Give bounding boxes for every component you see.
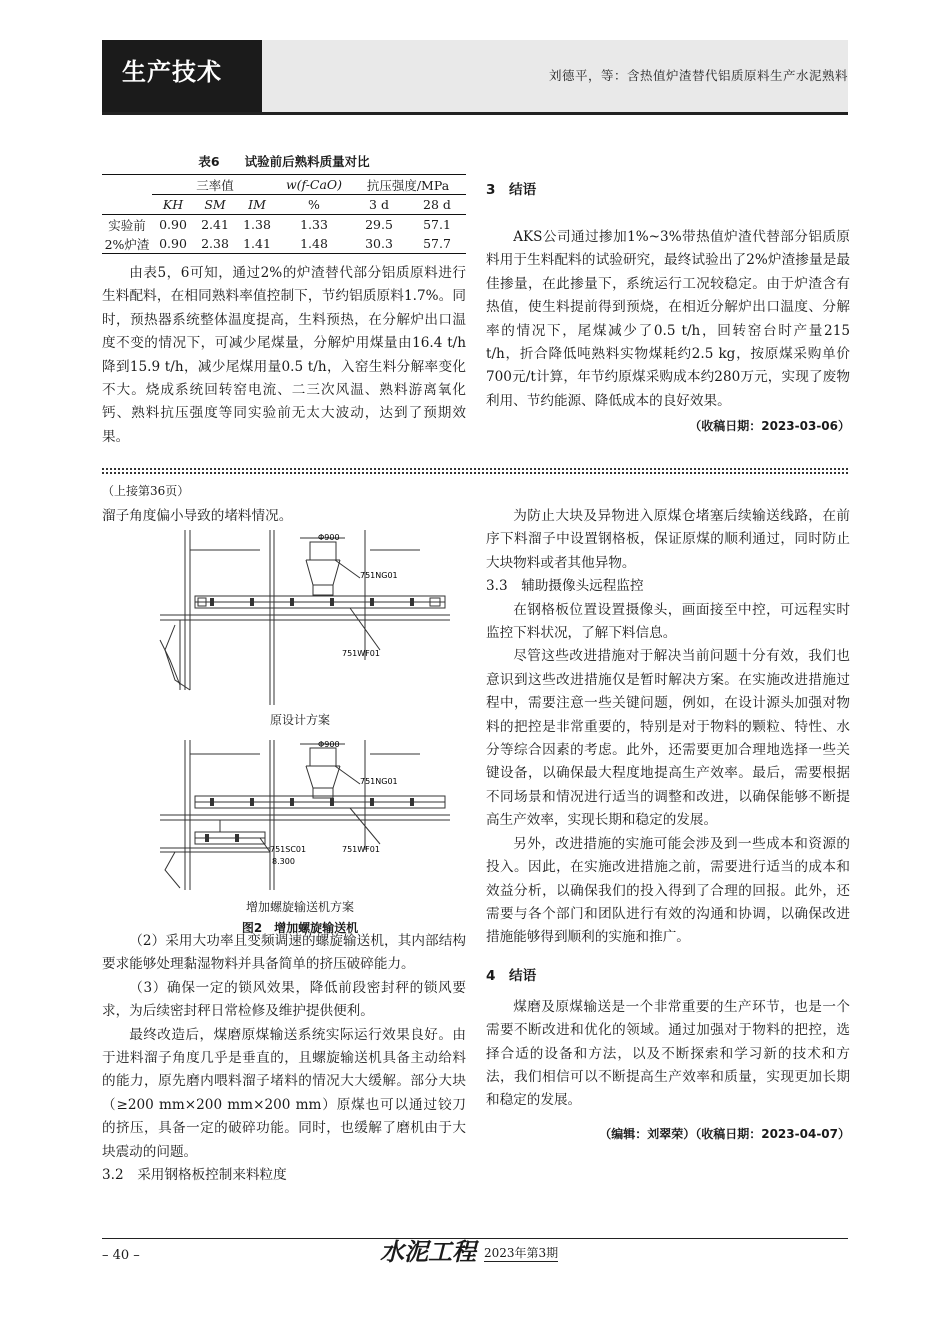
- tag-sc: 751SC01: [270, 845, 307, 854]
- left-bottom-text: [102, 930, 466, 1187]
- section-title: 生产技术: [122, 58, 222, 86]
- row-label: 实验前: [108, 217, 146, 233]
- body-paragraph: 尽管这些改进措施对于解决当前问题十分有效，我们也意识到这些改进措施仅是暂时解决方案。在实施改进措施过程中，需要注意一些关键问题，例如，在设计源头加强对物料的把控是非常重要的，特别是对于物料的颗粒、特性、水分等综合因素的考虑。此外，还需要更加合理地选择一些关键设备，以确保最大程度地提高生产效率。最后，需要根据不同场景和情况进行适当的调整和改进，以确保能够不断提高生产效率，实现长期和稳定的发展。: [486, 648, 850, 829]
- section-heading: 4 结语: [486, 967, 537, 984]
- tag-d900: Φ900: [318, 533, 340, 542]
- row-label: 2%炉渣: [104, 236, 150, 252]
- table-6: [102, 174, 466, 254]
- tag-elev: 8.300: [272, 857, 295, 866]
- body-paragraph: AKS公司通过掺加1%~3%带热值炉渣代替部分铝质原料用于生料配料的试验研究，最终试验出了2%炉渣掺量是最佳掺量，在此掺量下，系统运行工况较稳定。由于炉渣含有热值，使生料提前得到预烧，在相近分解炉出口温度、分解率的情况下，尾煤减少了0.5 t/h，回转窑台时产量215 t/h，折合降低吨熟料实物煤耗约2.5 kg，按原煤采购单价700元/t计算，年节约原煤采购成本约280万元，实现了废物利用、节约能源、降低成本的良好效果。: [486, 229, 850, 409]
- left-bottom-column: [102, 505, 466, 528]
- group-header-ratio: 三率值: [152, 175, 278, 195]
- col-kh: KH: [152, 195, 194, 215]
- section-heading: 3 结语: [486, 182, 537, 198]
- tag-ng: 751NG01: [360, 571, 398, 580]
- cell: 0.90: [159, 236, 187, 251]
- journal-logo: 水泥工程: [380, 1237, 476, 1266]
- cell: 0.90: [159, 217, 187, 232]
- body-paragraph: 溜子角度偏小导致的堵料情况。: [102, 508, 293, 524]
- fig-label-a: 原设计方案: [269, 713, 330, 727]
- header-rule: [102, 112, 848, 115]
- diagram-screw-conveyor: [150, 740, 450, 890]
- body-paragraph: （3）确保一定的锁风效果，降低前段密封秤的锁风要求，为后续密封秤日常检修及维护提供便利。: [102, 979, 466, 1020]
- body-paragraph: 最终改造后，煤磨原煤输送系统实际运行效果良好。由于进料溜子角度几乎是垂直的，且螺旋输送机具备主动给料的能力，原先磨内喂料溜子堵料的情况大大缓解。部分大块（≥200 mm×200 mm×200 mm）原煤也可以通过铰刀的挤压，具备一定的破碎功能。同时，也缓解了磨机由于大块震动的问题。: [102, 1026, 466, 1160]
- body-paragraph: 另外，改进措施的实施可能会涉及到一些成本和资源的投入。因此，在实施改进措施之前，需要进行适当的成本和效益分析，以确保我们的投入得到了合理的回报。此外，还需要与各个部门和团队进行有效的沟通和协调，以确保改进措施能够得到顺利的实施和推广。: [486, 835, 850, 946]
- body-paragraph: 在钢格板位置设置摄像头，画面接至中控，可远程实时监控下料状况，了解下料信息。: [486, 601, 850, 642]
- cell: 2.41: [201, 217, 229, 232]
- separator-dotted-2: [102, 472, 848, 474]
- col-28d: 28 d: [408, 195, 466, 215]
- tag-wf: 751WF01: [342, 845, 380, 854]
- body-paragraph: 煤磨及原煤输送是一个非常重要的生产环节，也是一个需要不断改进和优化的领域。通过加强对于物料的把控，选择合适的设备和方法，以及不断探索和学习新的技术和方法，我们相信可以不断提高生产效率和质量，实现更加长期和稳定的发展。: [486, 998, 850, 1109]
- col-sm: SM: [194, 195, 236, 215]
- group-header-strength: 抗压强度/MPa: [350, 175, 466, 195]
- fig-label-b: 增加螺旋输送机方案: [245, 900, 354, 914]
- cell: 1.41: [243, 236, 271, 251]
- col-3d: 3 d: [350, 195, 408, 215]
- tag-wf: 751WF01: [342, 649, 380, 658]
- diagram-original-design: [150, 530, 450, 705]
- figure-2: [150, 530, 450, 936]
- body-paragraph: （2）采用大功率且变频调速的螺旋输送机，其内部结构要求能够处理黏湿物料并具备简单的挤压破碎能力。: [102, 933, 466, 973]
- received-date: （收稿日期：2023-03-06）: [689, 419, 850, 434]
- tag-ng: 751NG01: [360, 777, 398, 786]
- cell: 30.3: [365, 236, 393, 251]
- editor-note: （编辑：刘翠荣）（收稿日期：2023-04-07）: [599, 1126, 850, 1141]
- figure-caption: 图2 增加螺旋输送机: [241, 921, 359, 935]
- col-im: IM: [236, 195, 278, 215]
- cell: 29.5: [365, 217, 393, 232]
- running-title: 刘德平，等：含热值炉渣替代铝质原料生产水泥熟料: [548, 68, 848, 83]
- table-caption: 表6 试验前后熟料质量对比: [198, 154, 370, 169]
- subsection-heading: 3.3 辅助摄像头远程监控: [486, 578, 644, 595]
- tag-d900: Φ900: [318, 740, 340, 749]
- continued-note: （上接第36页）: [102, 484, 190, 498]
- col-pct: %: [278, 195, 350, 215]
- cell: 2.38: [201, 236, 229, 251]
- table-row: [102, 234, 466, 253]
- right-bottom-column: [486, 505, 850, 1142]
- cell: 57.1: [423, 217, 451, 232]
- separator-dotted: [102, 468, 848, 470]
- subsection-heading: 3.2 采用钢格板控制来料粒度: [102, 1167, 287, 1184]
- page-number: – 40 –: [102, 1248, 140, 1263]
- body-paragraph: 为防止大块及异物进入原煤仓堵塞后续输送线路，在前序下料溜子中设置钢格板，保证原煤的顺利通过，同时防止大块物料或者其他异物。: [486, 508, 850, 571]
- cell: 57.7: [423, 236, 451, 251]
- cell: 1.33: [300, 217, 328, 232]
- issue-label: 2023年第3期: [484, 1246, 559, 1260]
- cell: 1.48: [300, 236, 328, 251]
- body-paragraph: 由表5，6可知，通过2%的炉渣替代部分铝质原料进行生料配料，在相同熟料率值控制下，节约铝质原料1.7%。同时，预热器系统整体温度提高，生料预热，在分解炉出口温度不变的情况下，可减少尾煤量，分解炉用煤量由16.4 t/h降到15.9 t/h，减少尾煤用量0.5 t/h，入窑生料分解率变化不大。烧成系统回转窑电流、二三次风温、熟料游离氧化钙、熟料抗压强度等同实验前无太大波动，达到了预期效果。: [102, 265, 466, 445]
- right-top-column: [486, 178, 850, 434]
- cell: 1.38: [243, 217, 271, 232]
- table-row: [102, 215, 466, 235]
- group-header-fcao: w(f-CaO): [278, 175, 350, 195]
- left-top-column: [102, 262, 466, 449]
